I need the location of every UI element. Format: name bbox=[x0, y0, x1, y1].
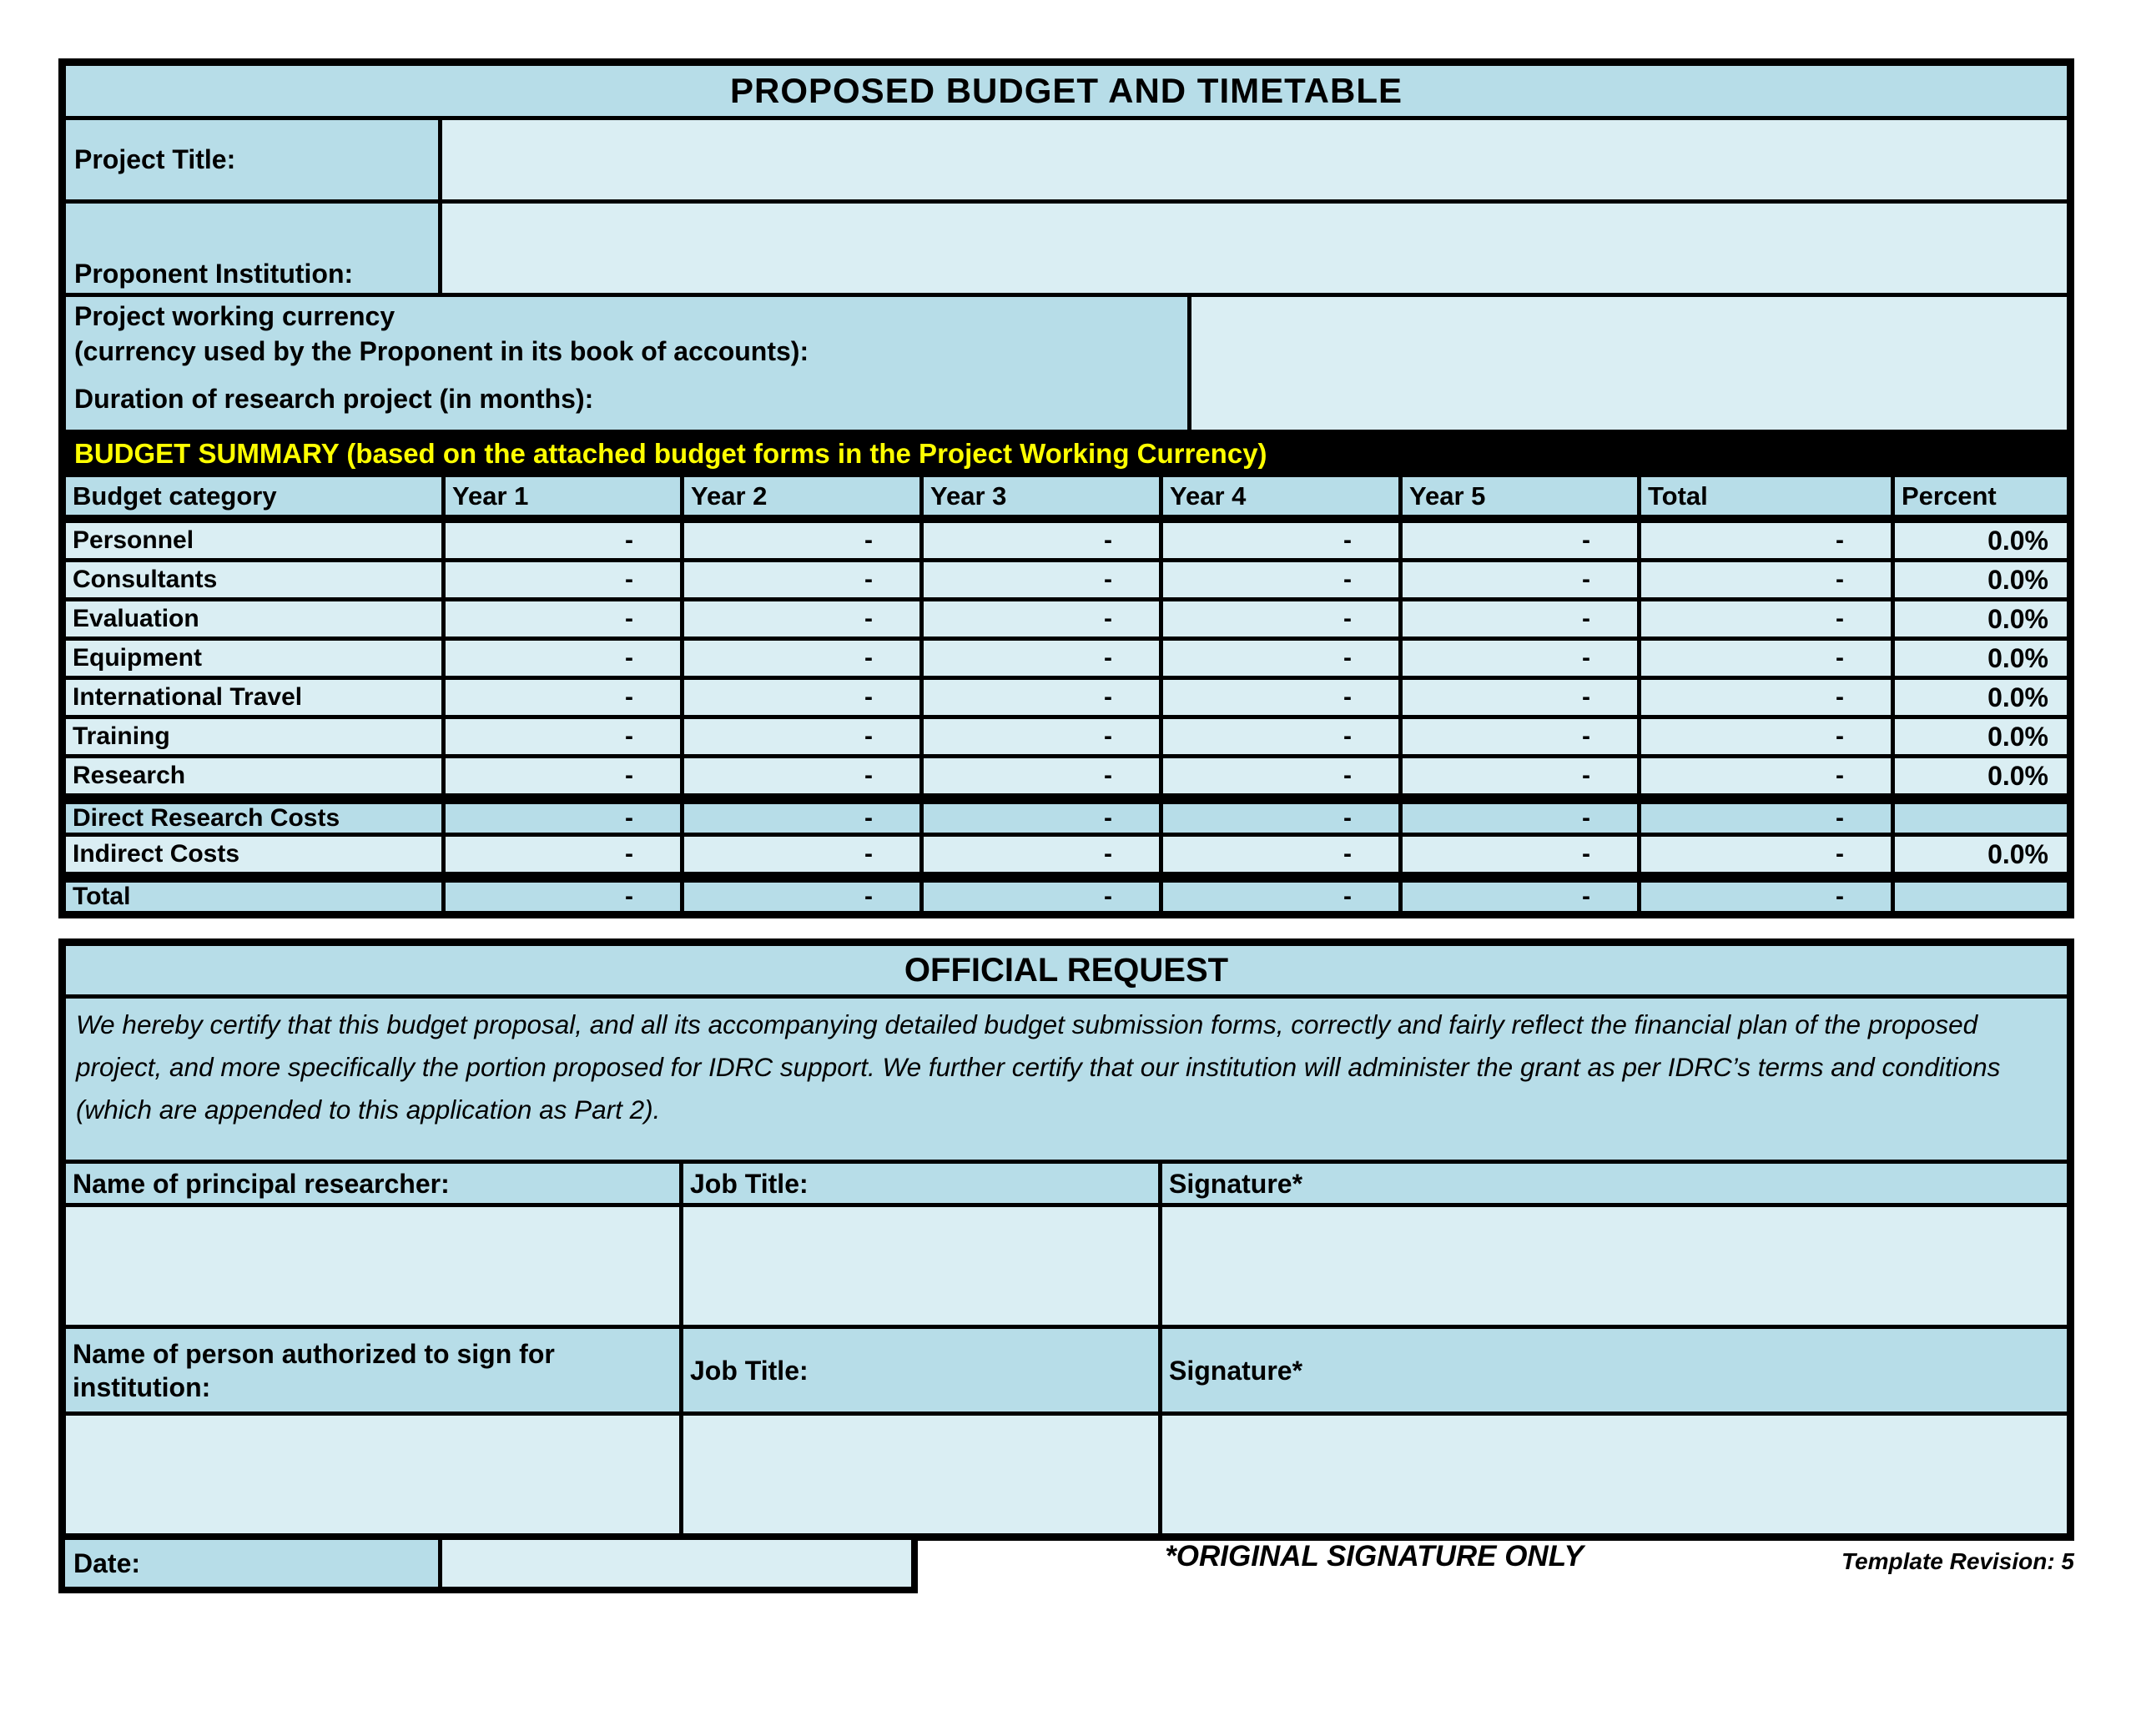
budget-cell-indirect-costs-year2: - bbox=[684, 837, 919, 872]
job-title-input-2[interactable] bbox=[683, 1416, 1158, 1533]
budget-cell-total-category: Total bbox=[66, 883, 441, 911]
budget-cell-consultants-category: Consultants bbox=[66, 562, 441, 597]
budget-row-total bbox=[66, 872, 2067, 911]
budget-column-header-year-5: Year 5 bbox=[1403, 477, 1637, 515]
authorized-person-input[interactable] bbox=[66, 1416, 679, 1533]
principal-researcher-header-row bbox=[66, 1160, 2067, 1203]
budget-cell-total-percent bbox=[1895, 883, 2067, 911]
budget-cell-evaluation-year5: - bbox=[1403, 601, 1637, 637]
budget-cell-indirect-costs-year4: - bbox=[1163, 837, 1398, 872]
budget-cell-consultants-year5: - bbox=[1403, 562, 1637, 597]
budget-cell-international-travel-year2: - bbox=[684, 680, 919, 715]
job-title-input-1[interactable] bbox=[683, 1207, 1158, 1325]
budget-cell-training-year5: - bbox=[1403, 719, 1637, 754]
budget-cell-research-year3: - bbox=[924, 758, 1159, 793]
duration-row bbox=[66, 365, 2067, 430]
budget-cell-equipment-year5: - bbox=[1403, 641, 1637, 676]
budget-row-equipment bbox=[66, 637, 2067, 676]
budget-summary-section-header: BUDGET SUMMARY (based on the attached budget forms in the Project Working Currency) bbox=[66, 430, 2067, 473]
budget-cell-international-travel-year1: - bbox=[446, 680, 680, 715]
project-title-label: Project Title: bbox=[66, 120, 438, 199]
budget-row-evaluation bbox=[66, 597, 2067, 637]
budget-row-consultants bbox=[66, 558, 2067, 597]
budget-cell-personnel-percent: 0.0% bbox=[1895, 523, 2067, 558]
budget-cell-personnel-year4: - bbox=[1163, 523, 1398, 558]
budget-cell-direct-research-costs-year1: - bbox=[446, 804, 680, 833]
budget-cell-equipment-year4: - bbox=[1163, 641, 1398, 676]
project-title-input[interactable] bbox=[442, 120, 2067, 199]
budget-column-header-year-3: Year 3 bbox=[924, 477, 1159, 515]
budget-cell-direct-research-costs-percent bbox=[1895, 804, 2067, 833]
budget-cell-direct-research-costs-year3: - bbox=[924, 804, 1159, 833]
budget-cell-personnel-category: Personnel bbox=[66, 523, 441, 558]
working-currency-label-line2: (currency used by the Proponent in its book of accounts): bbox=[74, 336, 809, 367]
budget-cell-international-travel-year3: - bbox=[924, 680, 1159, 715]
principal-researcher-input[interactable] bbox=[66, 1207, 679, 1325]
budget-cell-evaluation-category: Evaluation bbox=[66, 601, 441, 637]
budget-row-research bbox=[66, 754, 2067, 793]
budget-cell-research-year2: - bbox=[684, 758, 919, 793]
budget-summary-header-row bbox=[66, 473, 2067, 515]
budget-cell-personnel-total: - bbox=[1641, 523, 1891, 558]
budget-cell-total-year5: - bbox=[1403, 883, 1637, 911]
proponent-institution-label: Proponent Institution: bbox=[66, 204, 438, 293]
official-request-table bbox=[58, 938, 2074, 1541]
working-currency-input[interactable] bbox=[1191, 297, 2067, 369]
duration-input[interactable] bbox=[1191, 369, 2067, 430]
budget-cell-equipment-year2: - bbox=[684, 641, 919, 676]
budget-cell-total-total: - bbox=[1641, 883, 1891, 911]
budget-cell-research-total: - bbox=[1641, 758, 1891, 793]
proponent-institution-row bbox=[66, 199, 2067, 293]
signature-input-2[interactable] bbox=[1162, 1416, 2067, 1533]
authorized-person-label: Name of person authorized to sign for institution: bbox=[66, 1329, 679, 1411]
authorized-person-header-row bbox=[66, 1325, 2067, 1411]
signature-label-1: Signature* bbox=[1162, 1164, 2067, 1203]
budget-cell-equipment-total: - bbox=[1641, 641, 1891, 676]
budget-row-direct-research-costs bbox=[66, 793, 2067, 833]
budget-cell-evaluation-percent: 0.0% bbox=[1895, 601, 2067, 637]
budget-cell-indirect-costs-year3: - bbox=[924, 837, 1159, 872]
working-currency-label bbox=[66, 297, 1187, 369]
budget-cell-indirect-costs-year1: - bbox=[446, 837, 680, 872]
budget-row-training bbox=[66, 715, 2067, 754]
budget-cell-personnel-year1: - bbox=[446, 523, 680, 558]
budget-cell-training-percent: 0.0% bbox=[1895, 719, 2067, 754]
signature-label-2: Signature* bbox=[1162, 1329, 2067, 1411]
budget-cell-research-year1: - bbox=[446, 758, 680, 793]
budget-cell-personnel-year2: - bbox=[684, 523, 919, 558]
date-input[interactable] bbox=[442, 1540, 911, 1587]
budget-cell-training-category: Training bbox=[66, 719, 441, 754]
budget-cell-direct-research-costs-year2: - bbox=[684, 804, 919, 833]
budget-cell-total-year2: - bbox=[684, 883, 919, 911]
budget-cell-direct-research-costs-category: Direct Research Costs bbox=[66, 804, 441, 833]
budget-cell-equipment-percent: 0.0% bbox=[1895, 641, 2067, 676]
budget-cell-training-total: - bbox=[1641, 719, 1891, 754]
signature-input-1[interactable] bbox=[1162, 1207, 2067, 1325]
job-title-label-1: Job Title: bbox=[683, 1164, 1158, 1203]
budget-cell-indirect-costs-year5: - bbox=[1403, 837, 1637, 872]
budget-cell-training-year3: - bbox=[924, 719, 1159, 754]
budget-cell-evaluation-year1: - bbox=[446, 601, 680, 637]
budget-cell-evaluation-year4: - bbox=[1163, 601, 1398, 637]
budget-cell-indirect-costs-percent: 0.0% bbox=[1895, 837, 2067, 872]
project-title-row bbox=[66, 116, 2067, 199]
authorized-person-entry-row bbox=[66, 1411, 2067, 1533]
budget-column-header-year-4: Year 4 bbox=[1163, 477, 1398, 515]
proponent-institution-input[interactable] bbox=[442, 204, 2067, 293]
budget-cell-indirect-costs-total: - bbox=[1641, 837, 1891, 872]
official-request-title: OFFICIAL REQUEST bbox=[66, 946, 2067, 994]
template-revision: Template Revision: 5 bbox=[1841, 1548, 2074, 1574]
budget-cell-total-year4: - bbox=[1163, 883, 1398, 911]
date-label: Date: bbox=[65, 1540, 438, 1587]
budget-cell-direct-research-costs-year5: - bbox=[1403, 804, 1637, 833]
budget-column-header-year-1: Year 1 bbox=[446, 477, 680, 515]
budget-cell-consultants-year4: - bbox=[1163, 562, 1398, 597]
budget-row-indirect-costs bbox=[66, 833, 2067, 872]
certification-row bbox=[66, 994, 2067, 1160]
budget-cell-consultants-year3: - bbox=[924, 562, 1159, 597]
page-title: PROPOSED BUDGET AND TIMETABLE bbox=[66, 66, 2067, 116]
budget-cell-research-year5: - bbox=[1403, 758, 1637, 793]
budget-cell-evaluation-year2: - bbox=[684, 601, 919, 637]
title-row bbox=[66, 66, 2067, 116]
budget-cell-international-travel-percent: 0.0% bbox=[1895, 680, 2067, 715]
budget-cell-research-category: Research bbox=[66, 758, 441, 793]
working-currency-label-line1: Project working currency bbox=[74, 301, 395, 331]
budget-cell-direct-research-costs-total: - bbox=[1641, 804, 1891, 833]
budget-cell-equipment-year1: - bbox=[446, 641, 680, 676]
budget-timetable-table bbox=[58, 58, 2074, 918]
budget-cell-training-year4: - bbox=[1163, 719, 1398, 754]
budget-summary-rows bbox=[66, 515, 2067, 911]
budget-row-international-travel bbox=[66, 676, 2067, 715]
budget-cell-research-year4: - bbox=[1163, 758, 1398, 793]
certification-text: We hereby certify that this budget proposal, and all its accompanying detailed budget submission forms, correctly and fairly reflect the financial plan of the proposed project, and more specifically the portion proposed for IDRC support. We further certify that our institution will administer the grant as per IDRC’s terms and conditions (which are appended to this application as Part 2). bbox=[66, 999, 2067, 1160]
principal-researcher-label: Name of principal researcher: bbox=[66, 1164, 679, 1203]
budget-column-header-budget-category: Budget category bbox=[66, 477, 441, 515]
budget-cell-evaluation-year3: - bbox=[924, 601, 1159, 637]
budget-cell-consultants-total: - bbox=[1641, 562, 1891, 597]
budget-cell-training-year1: - bbox=[446, 719, 680, 754]
principal-researcher-entry-row bbox=[66, 1203, 2067, 1325]
budget-column-header-total: Total bbox=[1641, 477, 1891, 515]
budget-cell-evaluation-total: - bbox=[1641, 601, 1891, 637]
duration-label: Duration of research project (in months): bbox=[66, 369, 1187, 430]
budget-row-personnel bbox=[66, 519, 2067, 558]
budget-column-header-percent: Percent bbox=[1895, 477, 2067, 515]
budget-cell-international-travel-year5: - bbox=[1403, 680, 1637, 715]
budget-cell-consultants-year1: - bbox=[446, 562, 680, 597]
job-title-label-2: Job Title: bbox=[683, 1329, 1158, 1411]
budget-cell-consultants-percent: 0.0% bbox=[1895, 562, 2067, 597]
budget-cell-training-year2: - bbox=[684, 719, 919, 754]
working-currency-row bbox=[66, 293, 2067, 365]
budget-cell-consultants-year2: - bbox=[684, 562, 919, 597]
budget-cell-international-travel-year4: - bbox=[1163, 680, 1398, 715]
budget-cell-indirect-costs-category: Indirect Costs bbox=[66, 837, 441, 872]
budget-cell-equipment-year3: - bbox=[924, 641, 1159, 676]
budget-cell-personnel-year3: - bbox=[924, 523, 1159, 558]
budget-cell-research-percent: 0.0% bbox=[1895, 758, 2067, 793]
date-table bbox=[58, 1533, 918, 1593]
original-signature-note: *ORIGINAL SIGNATURE ONLY bbox=[1165, 1540, 1584, 1572]
budget-cell-direct-research-costs-year4: - bbox=[1163, 804, 1398, 833]
budget-cell-total-year3: - bbox=[924, 883, 1159, 911]
budget-cell-international-travel-total: - bbox=[1641, 680, 1891, 715]
budget-cell-personnel-year5: - bbox=[1403, 523, 1637, 558]
footer-strip bbox=[58, 1533, 2074, 1625]
official-request-title-row bbox=[66, 946, 2067, 994]
date-row bbox=[65, 1540, 911, 1587]
budget-column-header-year-2: Year 2 bbox=[684, 477, 919, 515]
budget-cell-total-year1: - bbox=[446, 883, 680, 911]
budget-cell-equipment-category: Equipment bbox=[66, 641, 441, 676]
budget-cell-international-travel-category: International Travel bbox=[66, 680, 441, 715]
